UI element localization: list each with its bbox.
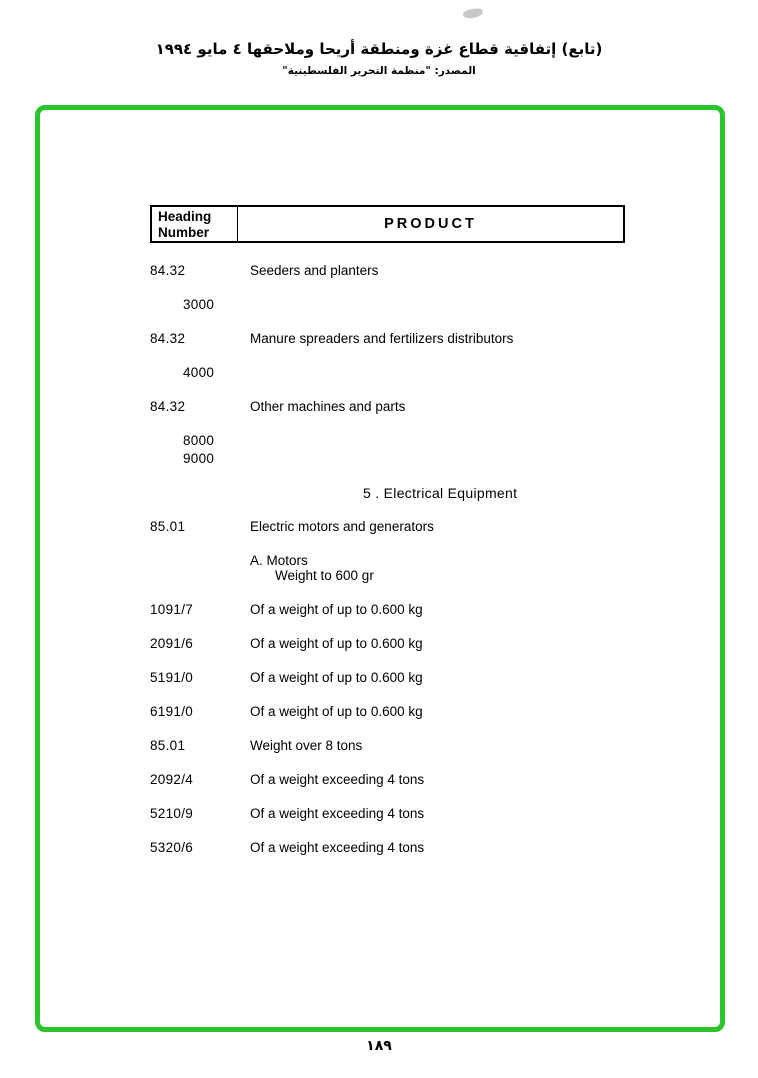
scan-artifact <box>462 8 483 20</box>
product-cell: Of a weight of up to 0.600 kg <box>250 704 423 719</box>
table-row <box>150 636 640 652</box>
subgroup-note <box>250 553 640 584</box>
product-cell: Other machines and parts <box>250 399 406 414</box>
table-row <box>150 840 640 856</box>
heading-number-cell: 85.01 <box>150 519 186 534</box>
table-row <box>150 738 640 754</box>
section-title-electrical-equipment: 5 . Electrical Equipment <box>363 485 518 501</box>
heading-number-cell: 5320/6 <box>150 840 194 855</box>
table-row <box>150 772 640 788</box>
product-table <box>150 205 640 874</box>
heading-number-cell: 6191/0 <box>150 704 194 719</box>
product-cell: Electric motors and generators <box>250 519 434 534</box>
table-row <box>150 399 640 415</box>
heading-number-cell: 84.32 <box>150 331 186 346</box>
heading-number-cell: 5191/0 <box>150 670 194 685</box>
product-cell: Of a weight exceeding 4 tons <box>250 840 425 855</box>
table-row <box>150 670 640 686</box>
table-row <box>150 331 640 347</box>
product-cell: Of a weight exceeding 4 tons <box>250 806 425 821</box>
heading-number-cell: 84.32 <box>150 399 186 414</box>
document-header <box>0 40 758 77</box>
page-number: ١٨٩ <box>366 1038 392 1054</box>
subgroup-note-line: Weight to 600 gr <box>275 568 374 583</box>
product-cell: Seeders and planters <box>250 263 379 278</box>
table-row <box>150 704 640 720</box>
table-header <box>150 205 625 243</box>
table-row <box>150 263 640 279</box>
sub-heading-number: 9000 <box>183 451 215 466</box>
product-cell: Of a weight of up to 0.600 kg <box>250 602 423 617</box>
product-cell: Of a weight of up to 0.600 kg <box>250 636 423 651</box>
product-cell: Of a weight of up to 0.600 kg <box>250 670 423 685</box>
table-row <box>150 602 640 618</box>
product-cell: Weight over 8 tons <box>250 738 363 753</box>
column-header-heading-number: Heading Number <box>152 207 238 241</box>
table-row <box>150 519 640 535</box>
table-rows <box>150 263 640 856</box>
table-row <box>150 806 640 822</box>
heading-number-cell: 1091/7 <box>150 602 194 617</box>
heading-number-cell: 2091/6 <box>150 636 194 651</box>
document-source-arabic: المصدر: "منظمة التحرير الفلسطينية" <box>282 65 476 77</box>
heading-number-cell: 5210/9 <box>150 806 194 821</box>
heading-number-cell: 85.01 <box>150 738 186 753</box>
sub-heading-number: 4000 <box>183 365 215 380</box>
heading-number-cell: 2092/4 <box>150 772 194 787</box>
heading-number-cell: 84.32 <box>150 263 186 278</box>
column-header-product: PRODUCT <box>384 216 477 232</box>
green-frame <box>35 105 725 1032</box>
product-cell: Manure spreaders and fertilizers distributors <box>250 331 514 346</box>
product-cell: Of a weight exceeding 4 tons <box>250 772 425 787</box>
document-title-arabic: (تابع) إتفاقية قطاع غزة ومنطقة أريحا وملاحقها ٤ مايو ١٩٩٤ <box>155 40 603 58</box>
sub-heading-number: 8000 <box>183 433 215 448</box>
sub-heading-number: 3000 <box>183 297 215 312</box>
subgroup-note-line: A. Motors <box>250 553 308 568</box>
